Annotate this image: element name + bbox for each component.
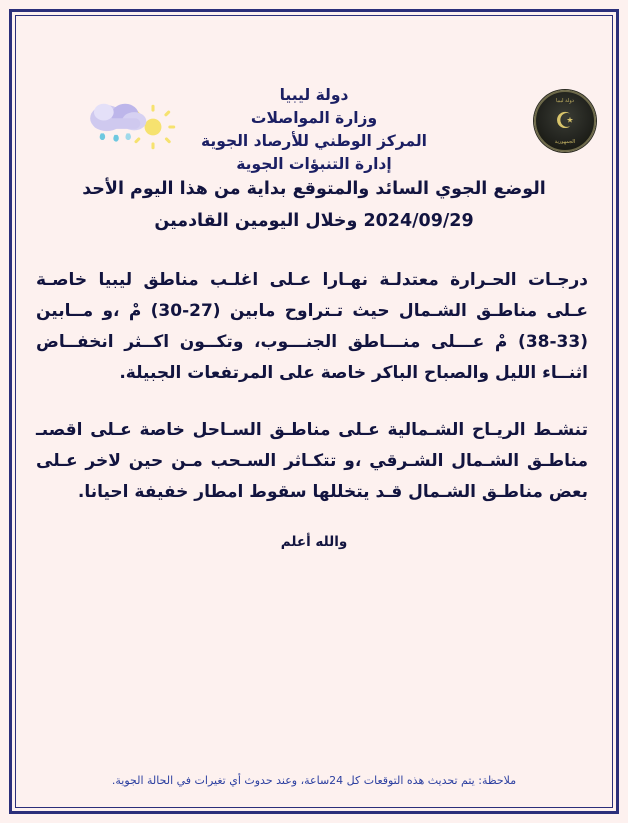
forecast-paragraph-wind: تنشـط الريـاح الشـمالية عـلى مناطـق السـاحل خاصة عـلى اقصىـ مناطـق الشـمال الشـرقي ،و تتكـاثر السـحب مـن حين لاخر عـلى بعض مناطـق الشـمال قـد يتخللها سقوط امطار خفيفة احيانا.	[36, 420, 588, 502]
page-title-line-2: 2024/09/29 وخلال اليومين القادمين	[154, 211, 474, 231]
forecast-paragraph-temperature: درجـات الحـرارة معتدلـة نهـارا عـلى اغلـب مناطق ليبيا خاصـة عـلى مناطـق الشـمال حيث تـتراوح مابين (27-30) مْ ،و مــابين (33-38) مْ عـــلى منـــاطق الجنـــوب، وتكــون اكــثر انخفــاض اثنــاء الليل والصباح الباكر خاصة على المرتفعات الجبيلة.	[36, 270, 588, 383]
page-title	[22, 173, 606, 237]
header-line-ministry: وزارة المواصلات	[250, 109, 378, 127]
emblem-bottom-text: الجمهورية	[554, 139, 576, 145]
document-header	[22, 22, 606, 173]
closing-phrase: والله أعلم	[280, 534, 348, 550]
organization-header	[22, 84, 606, 176]
update-note: ملاحظة: يتم تحديث هذه التوقعات كل 24ساعة، وعند حدوث أي تغيرات في الحالة الجوية.	[111, 774, 517, 787]
crescent-star-icon: ☪	[555, 108, 575, 134]
page-content	[22, 22, 606, 801]
emblem-top-text: دولة ليبيا	[555, 98, 574, 104]
header-line-country: دولة ليبيا	[279, 86, 349, 104]
page-title-line-1: الوضع الجوي السائد والمتوقع بداية من هذا اليوم الأحد	[82, 179, 546, 199]
header-line-center: المركز الوطني للأرصاد الجوية	[201, 132, 427, 150]
header-line-department: إدارة التنبؤات الجوية	[236, 155, 392, 173]
